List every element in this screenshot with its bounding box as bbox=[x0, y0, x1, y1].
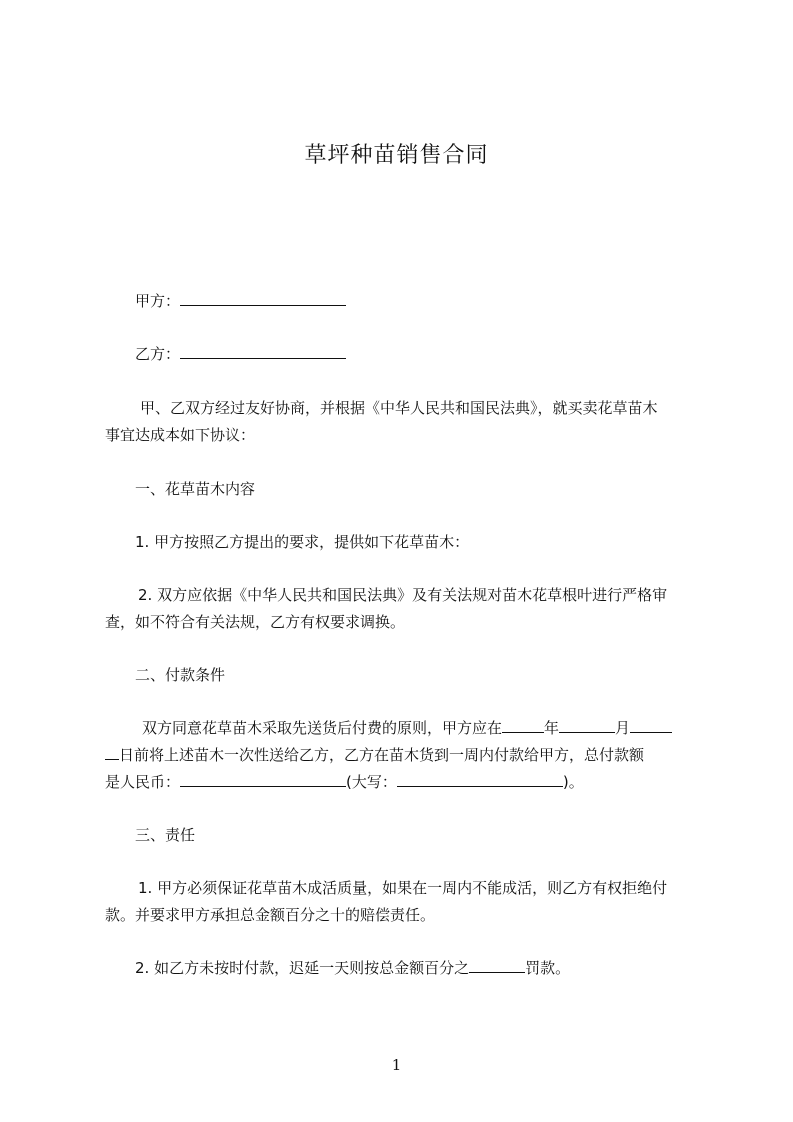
payment-uppercase-label: (大写： bbox=[346, 773, 397, 791]
section-3-item-1-line2: 款。并要求甲方承担总金额百分之十的赔偿责任。 bbox=[105, 906, 436, 924]
payment-line2 bbox=[105, 745, 715, 765]
party-a-label: 甲方： bbox=[135, 292, 181, 310]
section-3-item-2 bbox=[135, 958, 745, 978]
payment-amount-label: 是人民币： bbox=[105, 773, 181, 791]
section-1-item-2-line1: 2. 双方应依据《中华人民共和国民法典》及有关法规对苗木花草根叶进行严格审 bbox=[138, 586, 668, 604]
payment-month-label: 月 bbox=[615, 719, 631, 737]
section-1-item-2-line2: 查，如不符合有关法规，乙方有权要求调换。 bbox=[105, 613, 406, 631]
payment-text-1: 双方同意花草苗木采取先送货后付费的原则，甲方应在 bbox=[142, 719, 503, 737]
section-2-heading: 二、付款条件 bbox=[135, 666, 226, 684]
intro-paragraph-line2: 事宜达成本如下协议： bbox=[105, 426, 256, 444]
intro-paragraph-line1: 甲、乙双方经过友好协商，并根据《中华人民共和国民法典》，就买卖花草苗木 bbox=[140, 399, 658, 417]
document-title: 草坪种苗销售合同 bbox=[304, 143, 489, 168]
payment-text-2: 日前将上述苗木一次性送给乙方，乙方在苗木货到一周内付款给甲方，总付款额 bbox=[119, 746, 645, 764]
payment-month-blank[interactable] bbox=[559, 718, 615, 733]
party-a-blank[interactable] bbox=[180, 291, 346, 306]
payment-uppercase-blank[interactable] bbox=[397, 772, 563, 787]
section-3-item-1-line1: 1. 甲方必须保证花草苗木成活质量，如果在一周内不能成活，则乙方有权拒绝付 bbox=[138, 879, 668, 897]
payment-line3 bbox=[105, 772, 715, 792]
page-number: 1 bbox=[391, 1056, 402, 1074]
penalty-text: 2. 如乙方未按时付款，迟延一天则按总金额百分之 bbox=[135, 959, 470, 977]
payment-year-label: 年 bbox=[544, 719, 560, 737]
party-b-line bbox=[135, 344, 745, 364]
penalty-suffix: 罚款。 bbox=[525, 959, 571, 977]
party-b-blank[interactable] bbox=[180, 344, 346, 359]
penalty-percent-blank[interactable] bbox=[469, 958, 525, 973]
party-a-line bbox=[135, 291, 745, 311]
payment-day-blank-part1[interactable] bbox=[630, 718, 672, 733]
section-1-heading: 一、花草苗木内容 bbox=[135, 480, 256, 498]
payment-close-paren: )。 bbox=[562, 773, 584, 791]
payment-year-blank[interactable] bbox=[502, 718, 544, 733]
payment-amount-blank[interactable] bbox=[180, 772, 346, 787]
section-1-item-1: 1. 甲方按照乙方提出的要求，提供如下花草苗木： bbox=[135, 533, 470, 551]
payment-line1 bbox=[142, 718, 752, 738]
payment-day-blank-part2[interactable] bbox=[105, 745, 119, 760]
section-3-heading: 三、责任 bbox=[135, 826, 196, 844]
party-b-label: 乙方： bbox=[135, 345, 181, 363]
